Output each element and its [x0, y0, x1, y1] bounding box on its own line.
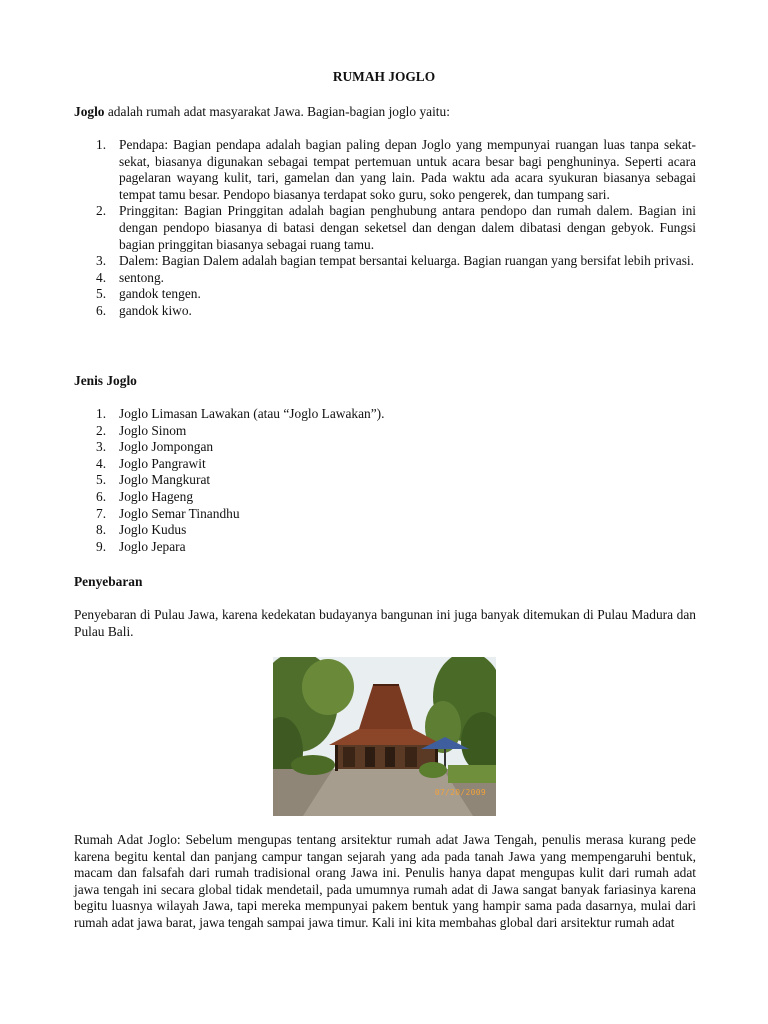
list-number: 6.: [96, 488, 107, 504]
list-item: [74, 303, 696, 320]
joglo-house-photo: [273, 657, 496, 816]
list-text: Joglo Semar Tinandhu: [119, 505, 240, 521]
list-text: Joglo Kudus: [119, 522, 187, 538]
list-number: 7.: [96, 505, 107, 521]
jenis-list: [74, 406, 696, 555]
list-text: Joglo Pangrawit: [119, 455, 206, 471]
list-text: Joglo Hageng: [119, 488, 194, 504]
list-number: 5.: [96, 472, 107, 488]
closing-paragraph: Rumah Adat Joglo: Sebelum mengupas tentang arsitektur rumah adat Jawa Tengah, penulis merasa kurang pede karena begitu kental dan panjang campur tangan sejarah yang ada pada tanah Jawa yang mempengaruhi bentuk, macam dan falsafah dari rumah tradisional orang Jawa ini. Penulis hanya dapat mengupas kulit dari rumah adat jawa tengah ini secara global tidak mendetail, pada umumnya rumah adat di Jawa sangat banyak fariasinya karena begitu luasnya wilayah Jawa, tapi mereka mempunyai pakem bentuk yang hampir sama pada dasarnya, mulai dari rumah adat jawa barat, jawa tengah sampai jawa timur. Kali ini kita membahas global dari arsitektur rumah adat: [74, 832, 696, 930]
list-text: gandok kiwo.: [119, 302, 192, 318]
list-number: 2.: [96, 203, 107, 219]
list-text: Joglo Sinom: [119, 422, 187, 438]
list-number: 9.: [96, 538, 107, 554]
list-item: [74, 137, 696, 203]
list-text: Dalem: Bagian Dalem adalah bagian tempat bersantai keluarga. Bagian ruangan yang bersifat lebih privasi.: [119, 253, 694, 269]
list-number: 8.: [96, 522, 107, 538]
list-text: sentong.: [119, 269, 165, 285]
list-text: gandok tengen.: [119, 286, 201, 302]
list-text: Joglo Jepara: [119, 538, 186, 554]
list-item: [74, 489, 696, 506]
list-text: Joglo Jompongan: [119, 439, 214, 455]
list-item: [74, 439, 696, 456]
list-number: 1.: [96, 137, 107, 152]
list-item: [74, 539, 696, 556]
intro-bold-term: Joglo: [74, 104, 105, 119]
list-item: [74, 270, 696, 287]
list-item: [74, 506, 696, 523]
list-item: [74, 253, 696, 270]
photo-date-stamp: 07/20/2009: [434, 788, 486, 798]
penyebaran-heading: Penyebaran: [74, 574, 143, 589]
intro-text: adalah rumah adat masyarakat Jawa. Bagian-bagian joglo yaitu:: [104, 104, 450, 119]
list-item: [74, 286, 696, 303]
list-item: [74, 203, 696, 253]
list-number: 1.: [96, 406, 107, 421]
intro-paragraph: [74, 104, 696, 121]
list-number: 5.: [96, 286, 107, 302]
list-text: Pendapa: Bagian pendapa adalah bagian paling depan Joglo yang mempunyai ruangan luas tanpa sekat-sekat, biasanya digunakan sebagai tempat pertemuan untuk acara besar bagi penghuninya. Seperti acara pagelaran wayang kulit, tari, gamelan dan yang lain. Pada waktu ada acara syukuran biasanya sebagai tempat tamu besar. Pendopo biasanya terdapat soko guru, soko pengerek, dan tumpang sari.: [119, 137, 696, 202]
list-number: 6.: [96, 302, 107, 318]
list-item: [74, 423, 696, 440]
list-number: 4.: [96, 455, 107, 471]
list-number: 3.: [96, 439, 107, 455]
list-text: Pringgitan: Bagian Pringgitan adalah bagian penghubung antara pendopo dan rumah dalem. Bagian ini dengan pendopo biasanya di batasi dengan seketsel dan dengan dalem dibatasi dengan gebyok. Fungsi bagian pringgitan biasanya sebagai ruang tamu.: [119, 203, 696, 252]
penyebaran-paragraph: Penyebaran di Pulau Jawa, karena kedekatan budayanya bangunan ini juga banyak ditemukan di Pulau Madura dan Pulau Bali.: [74, 607, 696, 639]
list-text: Joglo Limasan Lawakan (atau “Joglo Lawakan”).: [119, 406, 385, 421]
list-item: [74, 456, 696, 473]
jenis-heading: Jenis Joglo: [74, 373, 137, 388]
list-number: 2.: [96, 422, 107, 438]
list-text: Joglo Mangkurat: [119, 472, 211, 488]
list-item: [74, 522, 696, 539]
parts-list: [74, 137, 696, 320]
list-number: 3.: [96, 253, 107, 269]
document-title: RUMAH JOGLO: [332, 69, 436, 84]
list-item: [74, 472, 696, 489]
list-item: [74, 406, 696, 423]
list-number: 4.: [96, 269, 107, 285]
